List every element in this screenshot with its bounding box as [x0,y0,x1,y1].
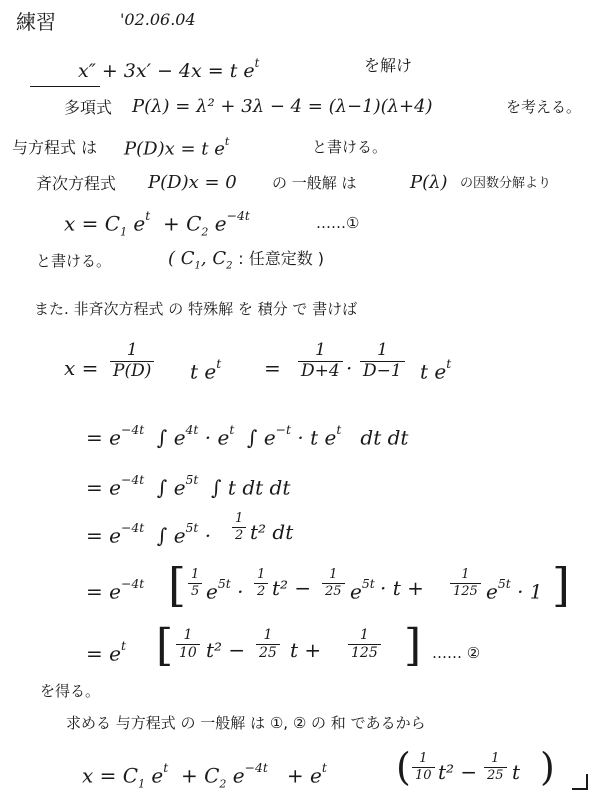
fraction-one-half: 1 2 [232,512,246,542]
fraction-1-over-D-minus-1: 1 D−1 [360,342,405,381]
fraction-one-25: 1 25 [322,568,345,598]
fraction-one-125: 1 125 [450,568,481,598]
deriv-line1-te: t $e^t$ [190,356,222,384]
final-left-paren: ( [396,745,411,789]
step2-operator-equation: P(D)x = t $e^t$ [124,135,230,160]
left-bracket-2: [ [156,620,174,671]
final-solution: $x = C_1$ $e^t + C_2$ $e^{-4t}$ + $e^t$ [82,760,327,791]
conclusion-text: 求める 与方程式 の 一般解 は ①, ② の 和 であるから [66,714,426,732]
deriv-line1-lhs: x = [64,356,99,380]
final-t2: t² − [438,760,478,784]
deriv-line5-t1: · t + [380,576,424,600]
equation-ref-2: …… ② [432,644,481,662]
final-t1: t [512,760,521,784]
deriv-line2: = $e^{-4t}$ ∫ $e^{4t} \cdot e^t$ ∫ $e^{-t} \cdot t$ $e^t$ dt dt [86,422,409,450]
step3-lead: 斉次方程式 [36,174,117,193]
step3-polynomial: P(λ) [410,172,448,193]
fraction-one-25-b: 1 25 [256,628,280,660]
step3-tail: の因数分解より [460,176,552,191]
fraction-1-over-D-plus-4: 1 D+4 [298,342,343,381]
step3-mid: の 一般解 は [272,174,357,192]
deriv-line4-lead: = $e^{-4t}$ ∫ $e^{5t}$ · [86,520,212,548]
step2-lead: 与方程式 は [12,138,98,157]
deriv-line6-lead: = $e^t$ [86,638,126,666]
deriv-line1-dot: · [346,356,353,380]
fraction-1-over-PD: 1 P(D) [110,342,154,381]
deriv-line5-e2: $e^{5t}$ [350,576,375,604]
fraction-one-10: 1 10 [176,628,200,660]
left-bracket: [ [168,558,186,612]
step2-tail: と書ける。 [312,138,388,156]
date: '02.06.04 [120,10,196,29]
final-fraction-one-10: 1 10 [412,752,435,782]
step3-homogeneous-eq: P(D)x = 0 [148,172,237,193]
right-bracket: ] [552,558,570,612]
deriv-line4-end: t² dt [250,520,294,544]
deriv-line5-t2: t² − [272,576,312,600]
deriv-line5-lead: = $e^{-4t}$ [86,576,145,604]
deriv-line5-e1: $e^{5t}$ · [206,576,244,604]
fraction-one-125-b: 1 125 [348,628,381,660]
page-title: 練習 [16,10,56,34]
step1-polynomial: P(λ) = λ² + 3λ − 4 = (λ−1)(λ+4) [132,96,433,117]
step1-tail: を考える。 [506,98,582,116]
note1-text: と書ける。 [36,252,112,270]
step1-lead: 多項式 [64,98,113,117]
step4-text: また. 非斉次方程式 の 特殊解 を 積分 で 書けば [34,300,358,318]
deriv-line5-e3: $e^{5t} \cdot 1$ [486,576,543,604]
final-fraction-one-25: 1 25 [484,752,507,782]
constants-note: ( $C_1$, $C_2$ : 任意定数 ) [168,248,325,272]
problem-underline [30,86,100,87]
deriv-line6-t2: t² − [206,638,246,662]
deriv-line3: = $e^{-4t}$ ∫ $e^{5t}$ ∫ t dt dt [86,472,291,500]
homogeneous-solution: $x = C_1$ $e^t + C_2$ $e^{-4t}$ [64,208,250,239]
equation-ref-1: ……① [316,214,360,232]
right-bracket-2: ] [404,620,422,671]
deriv-line6-t1: t + [290,638,322,662]
fraction-one-fifth: 1 5 [188,568,202,598]
problem-equation: x″ + 3x′ − 4x = t $e^t$ [78,56,260,82]
problem-instruction: を解け [364,56,413,75]
final-right-paren: ) [540,745,555,789]
end-of-proof-mark [572,774,588,790]
deriv-line1-eq: = [264,356,281,380]
deriv-line1-te2: t $e^t$ [420,356,452,384]
result-text: を得る。 [40,682,101,700]
fraction-one-half-b: 1 2 [254,568,268,598]
